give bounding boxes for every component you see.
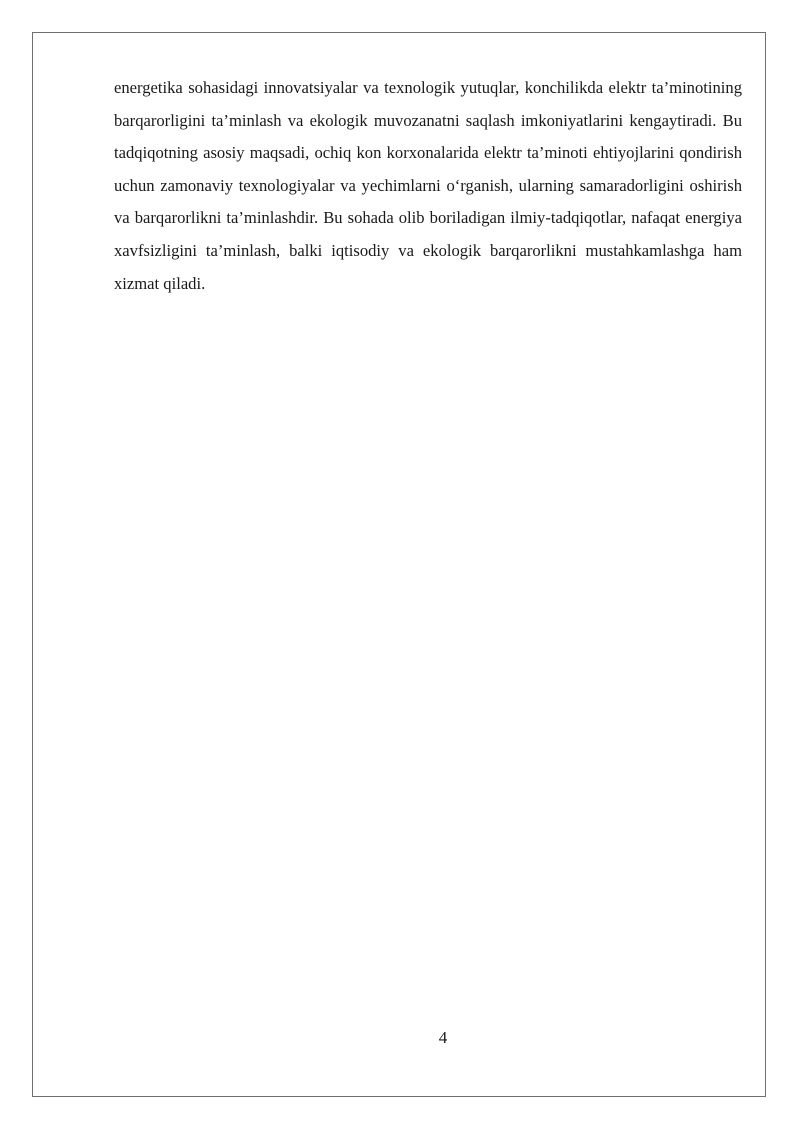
body-paragraph: energetika sohasidagi innovatsiyalar va texnologik yutuqlar, konchilikda elektr ta’minotining barqarorligini ta’minlash va ekologik muvozanatni saqlash imkoniyatlarini kengaytiradi. Bu tadqiqotning asosiy maqsadi, ochiq kon korxonalarida elektr ta’minoti ehtiyojlarini qondirish uchun zamonaviy texnologiyalar va yechimlarni o‘rganish, ularning samaradorligini oshirish va barqarorlikni ta’minlashdir. Bu sohada olib boriladigan ilmiy-tadqiqotlar, nafaqat energiya xavfsizligini ta’minlash, balki iqtisodiy va ekologik barqarorlikni mustahkamlashga ham xizmat qiladi. [114, 78, 742, 293]
page-number: 4 [438, 1028, 448, 1047]
